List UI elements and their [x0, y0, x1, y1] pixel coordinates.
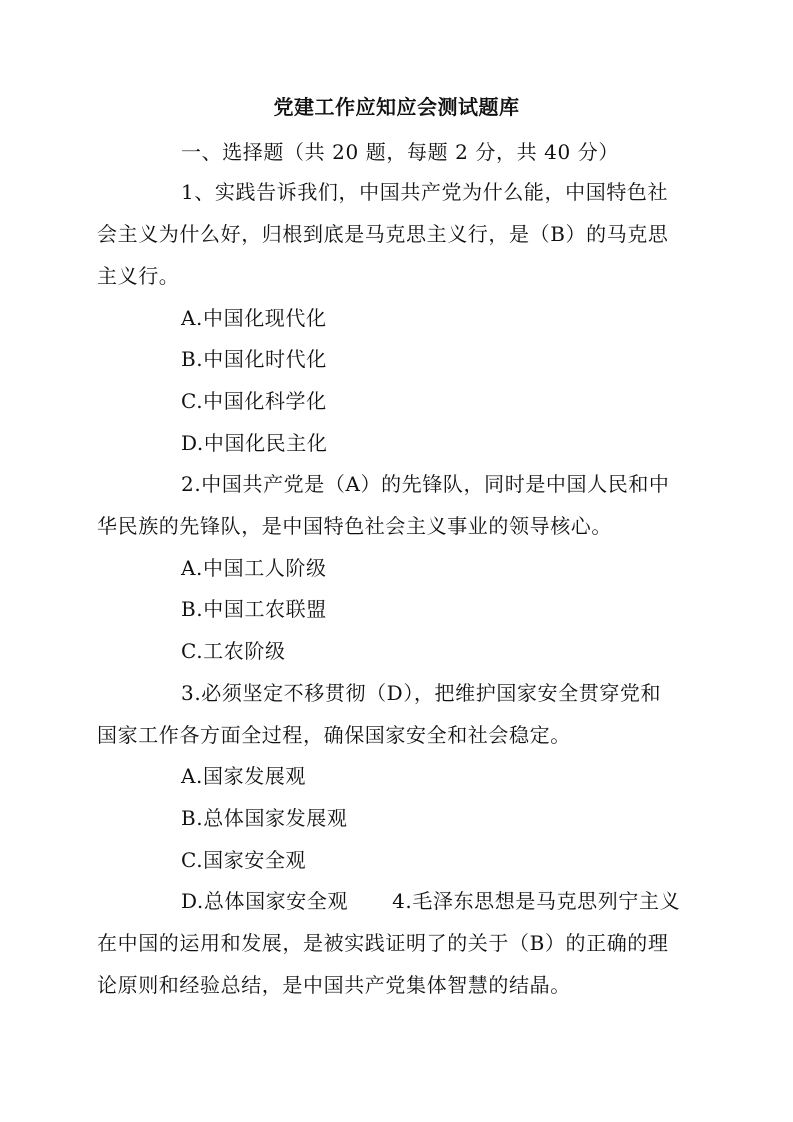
question-1-option-c: C.中国化科学化 — [181, 389, 327, 413]
section-heading: 一、选择题（共 20 题，每题 2 分，共 40 分） — [181, 140, 619, 164]
question-1-option-b: B.中国化时代化 — [181, 347, 327, 371]
question-1-option-d: D.中国化民主化 — [181, 431, 328, 455]
question-2-line-2: 华民族的先锋队，是中国特色社会主义事业的领导核心。 — [97, 514, 612, 538]
question-3-line-2: 国家工作各方面全过程，确保国家安全和社会稳定。 — [97, 723, 571, 747]
question-3-option-d: D.总体国家安全观 — [181, 889, 349, 913]
question-3-line-1: 3.必须坚定不移贯彻（D），把维护国家安全贯穿党和 — [181, 681, 662, 705]
question-3-option-c: C.国家安全观 — [181, 848, 307, 872]
question-2-option-b: B.中国工农联盟 — [181, 597, 327, 621]
question-1-line-1: 1、实践告诉我们，中国共产党为什么能，中国特色社 — [181, 180, 669, 204]
question-3-option-a: A.国家发展观 — [181, 764, 307, 788]
question-1-line-2: 会主义为什么好，归根到底是马克思主义行，是（B）的马克思 — [97, 222, 669, 246]
question-3-4-combined-line — [0, 886, 793, 916]
question-2-line-1: 2.中国共产党是（A）的先锋队，同时是中国人民和中 — [181, 472, 670, 496]
question-3-option-b: B.总体国家发展观 — [181, 806, 348, 830]
question-1-option-a: A.中国化现代化 — [181, 306, 327, 330]
question-1-line-3: 主义行。 — [97, 264, 180, 288]
question-2-option-c: C.工农阶级 — [181, 639, 286, 663]
question-4-line-2: 在中国的运用和发展，是被实践证明了的关于（B）的正确的理 — [97, 931, 669, 955]
page-title: 党建工作应知应会测试题库 — [273, 95, 520, 119]
question-4-line-3: 论原则和经验总结，是中国共产党集体智慧的结晶。 — [97, 973, 571, 997]
question-2-option-a: A.中国工人阶级 — [181, 556, 327, 580]
question-4-line-1: 4.毛泽东思想是马克思列宁主义 — [392, 889, 681, 913]
